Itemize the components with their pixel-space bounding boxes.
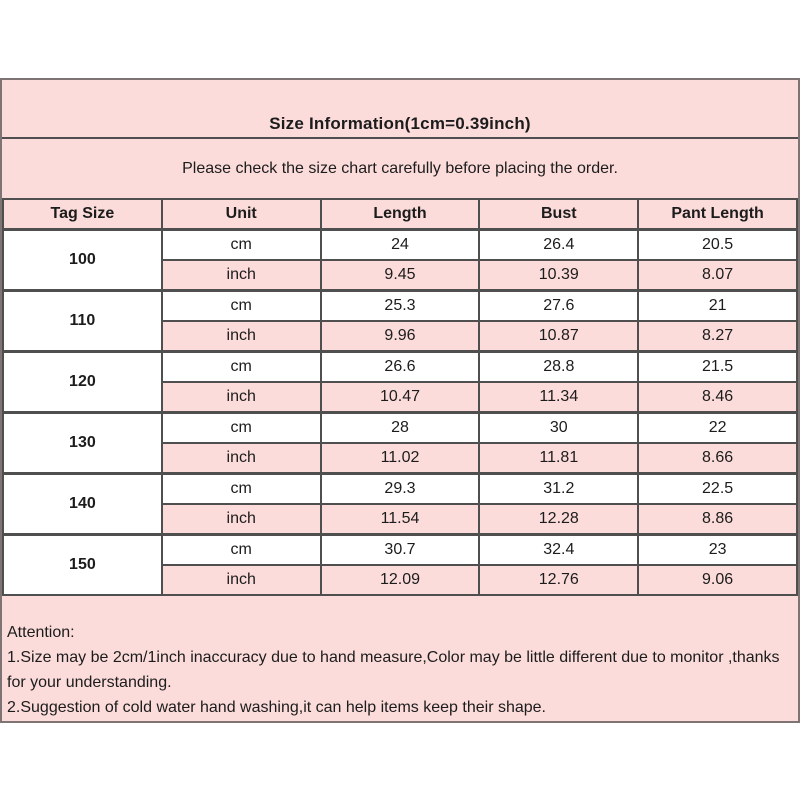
bust-value: 10.39: [479, 260, 638, 291]
bust-value: 27.6: [479, 291, 638, 322]
unit-cell: inch: [162, 321, 321, 352]
tag-size-cell: 130: [3, 413, 162, 474]
unit-cell: cm: [162, 291, 321, 322]
unit-cell: inch: [162, 260, 321, 291]
bust-value: 32.4: [479, 535, 638, 566]
pant-length-value: 22.5: [638, 474, 797, 505]
table-row: [3, 230, 797, 261]
unit-cell: cm: [162, 535, 321, 566]
bust-value: 12.28: [479, 504, 638, 535]
tag-size-cell: 120: [3, 352, 162, 413]
bust-value: 31.2: [479, 474, 638, 505]
pant-length-value: 8.86: [638, 504, 797, 535]
length-value: 28: [321, 413, 480, 444]
tag-size-cell: 100: [3, 230, 162, 291]
bust-value: 10.87: [479, 321, 638, 352]
pant-length-value: 21: [638, 291, 797, 322]
tag-size-cell: 150: [3, 535, 162, 596]
length-value: 25.3: [321, 291, 480, 322]
size-chart-title: Size Information(1cm=0.39inch): [2, 80, 798, 139]
col-header-length: Length: [321, 199, 480, 230]
bust-value: 12.76: [479, 565, 638, 595]
size-table: [2, 198, 798, 596]
attention-heading: Attention:: [7, 624, 75, 641]
bust-value: 11.34: [479, 382, 638, 413]
bust-value: 30: [479, 413, 638, 444]
length-value: 30.7: [321, 535, 480, 566]
length-value: 12.09: [321, 565, 480, 595]
pant-length-value: 8.66: [638, 443, 797, 474]
unit-cell: cm: [162, 474, 321, 505]
table-row: [3, 413, 797, 444]
col-header-bust: Bust: [479, 199, 638, 230]
unit-cell: inch: [162, 504, 321, 535]
unit-cell: cm: [162, 230, 321, 261]
tag-size-cell: 140: [3, 474, 162, 535]
length-value: 24: [321, 230, 480, 261]
unit-cell: inch: [162, 565, 321, 595]
pant-length-value: 9.06: [638, 565, 797, 595]
unit-cell: inch: [162, 382, 321, 413]
bust-value: 26.4: [479, 230, 638, 261]
unit-cell: cm: [162, 352, 321, 383]
table-row: [3, 352, 797, 383]
pant-length-value: 20.5: [638, 230, 797, 261]
unit-cell: cm: [162, 413, 321, 444]
table-row: [3, 474, 797, 505]
size-table-header-row: [3, 199, 797, 230]
length-value: 9.96: [321, 321, 480, 352]
unit-cell: inch: [162, 443, 321, 474]
bust-value: 11.81: [479, 443, 638, 474]
table-row: [3, 291, 797, 322]
length-value: 10.47: [321, 382, 480, 413]
length-value: 11.54: [321, 504, 480, 535]
size-chart-panel: [0, 78, 800, 723]
size-chart-note: Please check the size chart carefully before placing the order.: [182, 159, 618, 177]
bust-value: 28.8: [479, 352, 638, 383]
length-value: 29.3: [321, 474, 480, 505]
pant-length-value: 8.27: [638, 321, 797, 352]
attention-note-2: 2.Suggestion of cold water hand washing,it can help items keep their shape.: [7, 699, 546, 716]
tag-size-cell: 110: [3, 291, 162, 352]
pant-length-value: 22: [638, 413, 797, 444]
col-header-tag-size: Tag Size: [3, 199, 162, 230]
attention-note-1: 1.Size may be 2cm/1inch inaccuracy due to hand measure,Color may be little different due to monitor ,thanks for your understanding.: [7, 649, 780, 691]
col-header-unit: Unit: [162, 199, 321, 230]
col-header-pant-length: Pant Length: [638, 199, 797, 230]
pant-length-value: 8.07: [638, 260, 797, 291]
pant-length-value: 8.46: [638, 382, 797, 413]
pant-length-value: 23: [638, 535, 797, 566]
pant-length-value: 21.5: [638, 352, 797, 383]
length-value: 9.45: [321, 260, 480, 291]
length-value: 26.6: [321, 352, 480, 383]
table-row: [3, 535, 797, 566]
attention-section: [2, 596, 798, 720]
length-value: 11.02: [321, 443, 480, 474]
